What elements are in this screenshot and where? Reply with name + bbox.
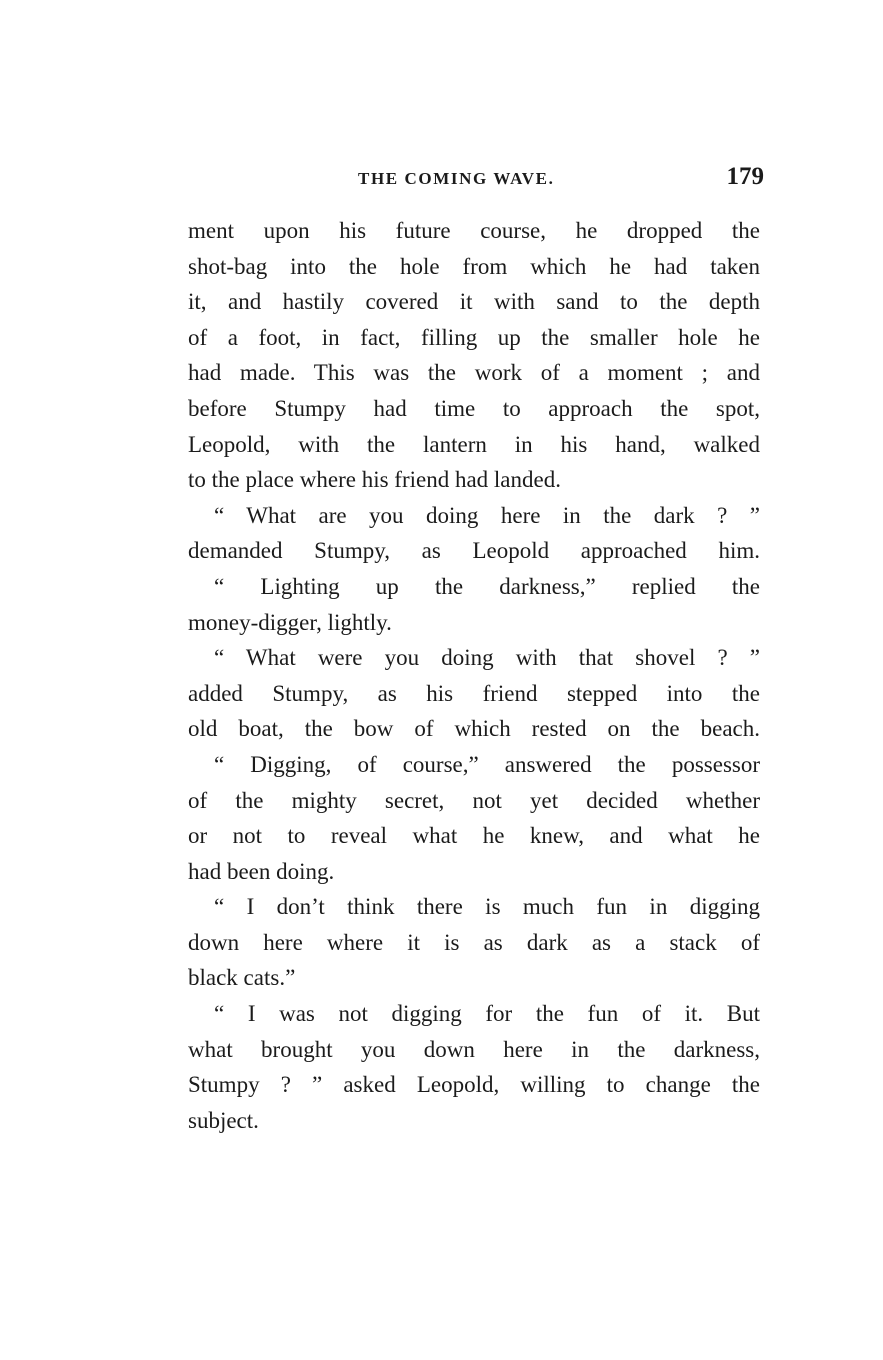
text-line: of the mighty secret, not yet decided whether: [188, 787, 760, 813]
text-line: subject.: [188, 1107, 259, 1133]
text-line: to the place where his friend had landed.: [188, 467, 561, 493]
text-line: money-digger, lightly.: [188, 609, 392, 635]
body-text: [188, 213, 760, 1138]
text-line: down here where it is as dark as a stack of: [188, 929, 760, 955]
text-line: black cats.”: [188, 965, 296, 991]
running-head: [188, 163, 764, 197]
text-line: it, and hastily covered it with sand to the depth: [188, 289, 760, 315]
text-line: Leopold, with the lantern in his hand, walked: [188, 431, 760, 457]
text-line: “ I was not digging for the fun of it. But: [214, 1001, 760, 1027]
text-line: “ What are you doing here in the dark ? ”: [214, 502, 760, 528]
text-line: had been doing.: [188, 858, 335, 884]
text-line: “ Lighting up the darkness,” replied the: [214, 573, 760, 599]
running-title: THE COMING WAVE.: [358, 169, 555, 188]
page-number: 179: [726, 163, 764, 190]
text-line: shot-bag into the hole from which he had taken: [188, 253, 760, 279]
text-line: had made. This was the work of a moment ; and: [188, 360, 760, 386]
text-line: “ What were you doing with that shovel ? ”: [214, 645, 760, 671]
text-line: of a foot, in fact, filling up the smaller hole he: [188, 324, 760, 350]
text-line: or not to reveal what he knew, and what he: [188, 823, 760, 849]
text-line: ment upon his future course, he dropped the: [188, 218, 760, 243]
text-line: “ I don’t think there is much fun in digging: [214, 894, 760, 920]
text-line: Stumpy ? ” asked Leopold, willing to change the: [188, 1072, 760, 1098]
text-line: old boat, the bow of which rested on the beach.: [188, 716, 760, 742]
text-line: added Stumpy, as his friend stepped into the: [188, 680, 760, 706]
text-line: demanded Stumpy, as Leopold approached him.: [188, 538, 760, 564]
text-line: before Stumpy had time to approach the spot,: [188, 395, 760, 421]
text-line: “ Digging, of course,” answered the possessor: [214, 751, 760, 777]
text-line: what brought you down here in the darkness,: [188, 1036, 760, 1062]
